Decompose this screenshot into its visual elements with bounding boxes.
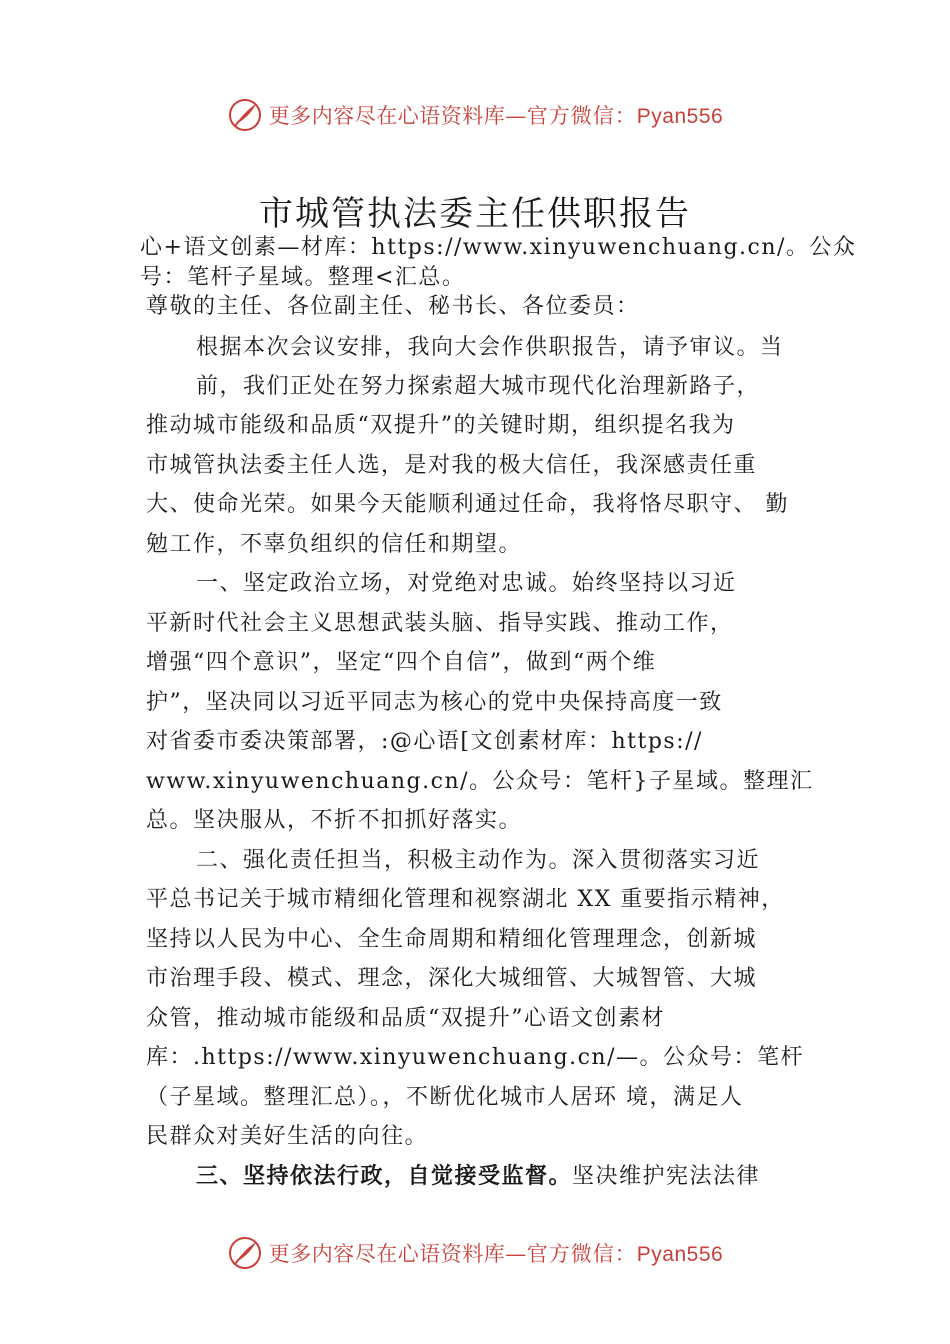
- body-line: 市城管执法委主任人选，是对我的极大信任，我深感责任重: [146, 453, 758, 478]
- body-line: 心+语文创素—材库：https://www.xinyuwenchuang.cn/。公众: [140, 235, 857, 260]
- body-line: 平总书记关于城市精细化管理和视察湖北 XX 重要指示精神，: [146, 887, 785, 912]
- header-banner: [0, 95, 950, 135]
- section-text: 坚决维护宪法法律: [572, 1164, 761, 1189]
- body-line: 号：笔杆子星域。整理<汇总。: [140, 265, 466, 290]
- footer-banner: [0, 1233, 950, 1273]
- body-line: 一、坚定政治立场，对党绝对忠诚。始终坚持以习近: [196, 571, 737, 596]
- body-line: 众管，推动城市能级和品质“双提升”心语文创素材: [146, 1006, 665, 1031]
- body-line: 市治理手段、模式、理念，深化大城细管、大城智管、大城: [146, 966, 758, 991]
- body-line: 总。坚决服从，不折不扣抓好落实。: [146, 808, 523, 833]
- banner-text: 更多内容尽在心语资料库—官方微信：Pyan556: [268, 104, 724, 128]
- section-heading: 三、坚持依法行政，自觉接受监督。: [196, 1164, 573, 1189]
- body-line: 库：.https://www.xinyuwenchuang.cn/—。公众号：笔杆: [146, 1045, 804, 1070]
- body-line: （子星域。整理汇总）。，不断优化城市人居环 境，满足人: [146, 1085, 744, 1110]
- banner-text: 更多内容尽在心语资料库—官方微信：Pyan556: [268, 1242, 724, 1266]
- body-line: 平新时代社会主义思想武装头脑、指导实践、推动工作，: [146, 611, 734, 636]
- body-line: 民群众对美好生活的向往。: [146, 1124, 429, 1149]
- body-line: [196, 1159, 760, 1190]
- body-line: 坚持以人民为中心、全生命周期和精细化管理理念，创新城: [146, 927, 758, 952]
- body-line: 护”，坚决同以习近平同志为核心的党中央保持高度一致: [146, 690, 723, 715]
- quill-logo-icon: [227, 1235, 263, 1271]
- body-line: 二、强化责任担当，积极主动作为。深入贯彻落实习近: [196, 848, 761, 873]
- body-line: 前，我们正处在努力探索超大城市现代化治理新路子，: [196, 374, 761, 399]
- body-line: www.xinyuwenchuang.cn/。公众号：笔杆}子星域。整理汇: [146, 769, 814, 794]
- quill-logo-icon: [227, 97, 263, 133]
- body-line: 尊敬的主任、各位副主任、秘书长、各位委员：: [146, 294, 640, 319]
- document-title: 市城管执法委主任供职报告: [259, 194, 691, 234]
- body-line: 增强“四个意识”，坚定“四个自信”，做到“两个维: [146, 650, 657, 675]
- body-line: 大、使命光荣。如果今天能顺利通过任命，我将恪尽职守、 勤: [146, 492, 789, 517]
- body-line: 对省委市委决策部署，:@心语[文创素材库：https://: [146, 729, 703, 754]
- body-line: 勉工作，不辜负组织的信任和期望。: [146, 532, 523, 557]
- body-line: 根据本次会议安排，我向大会作供职报告，请予审议。当: [196, 335, 784, 360]
- body-line: 推动城市能级和品质“双提升”的关键时期，组织提名我为: [146, 413, 736, 438]
